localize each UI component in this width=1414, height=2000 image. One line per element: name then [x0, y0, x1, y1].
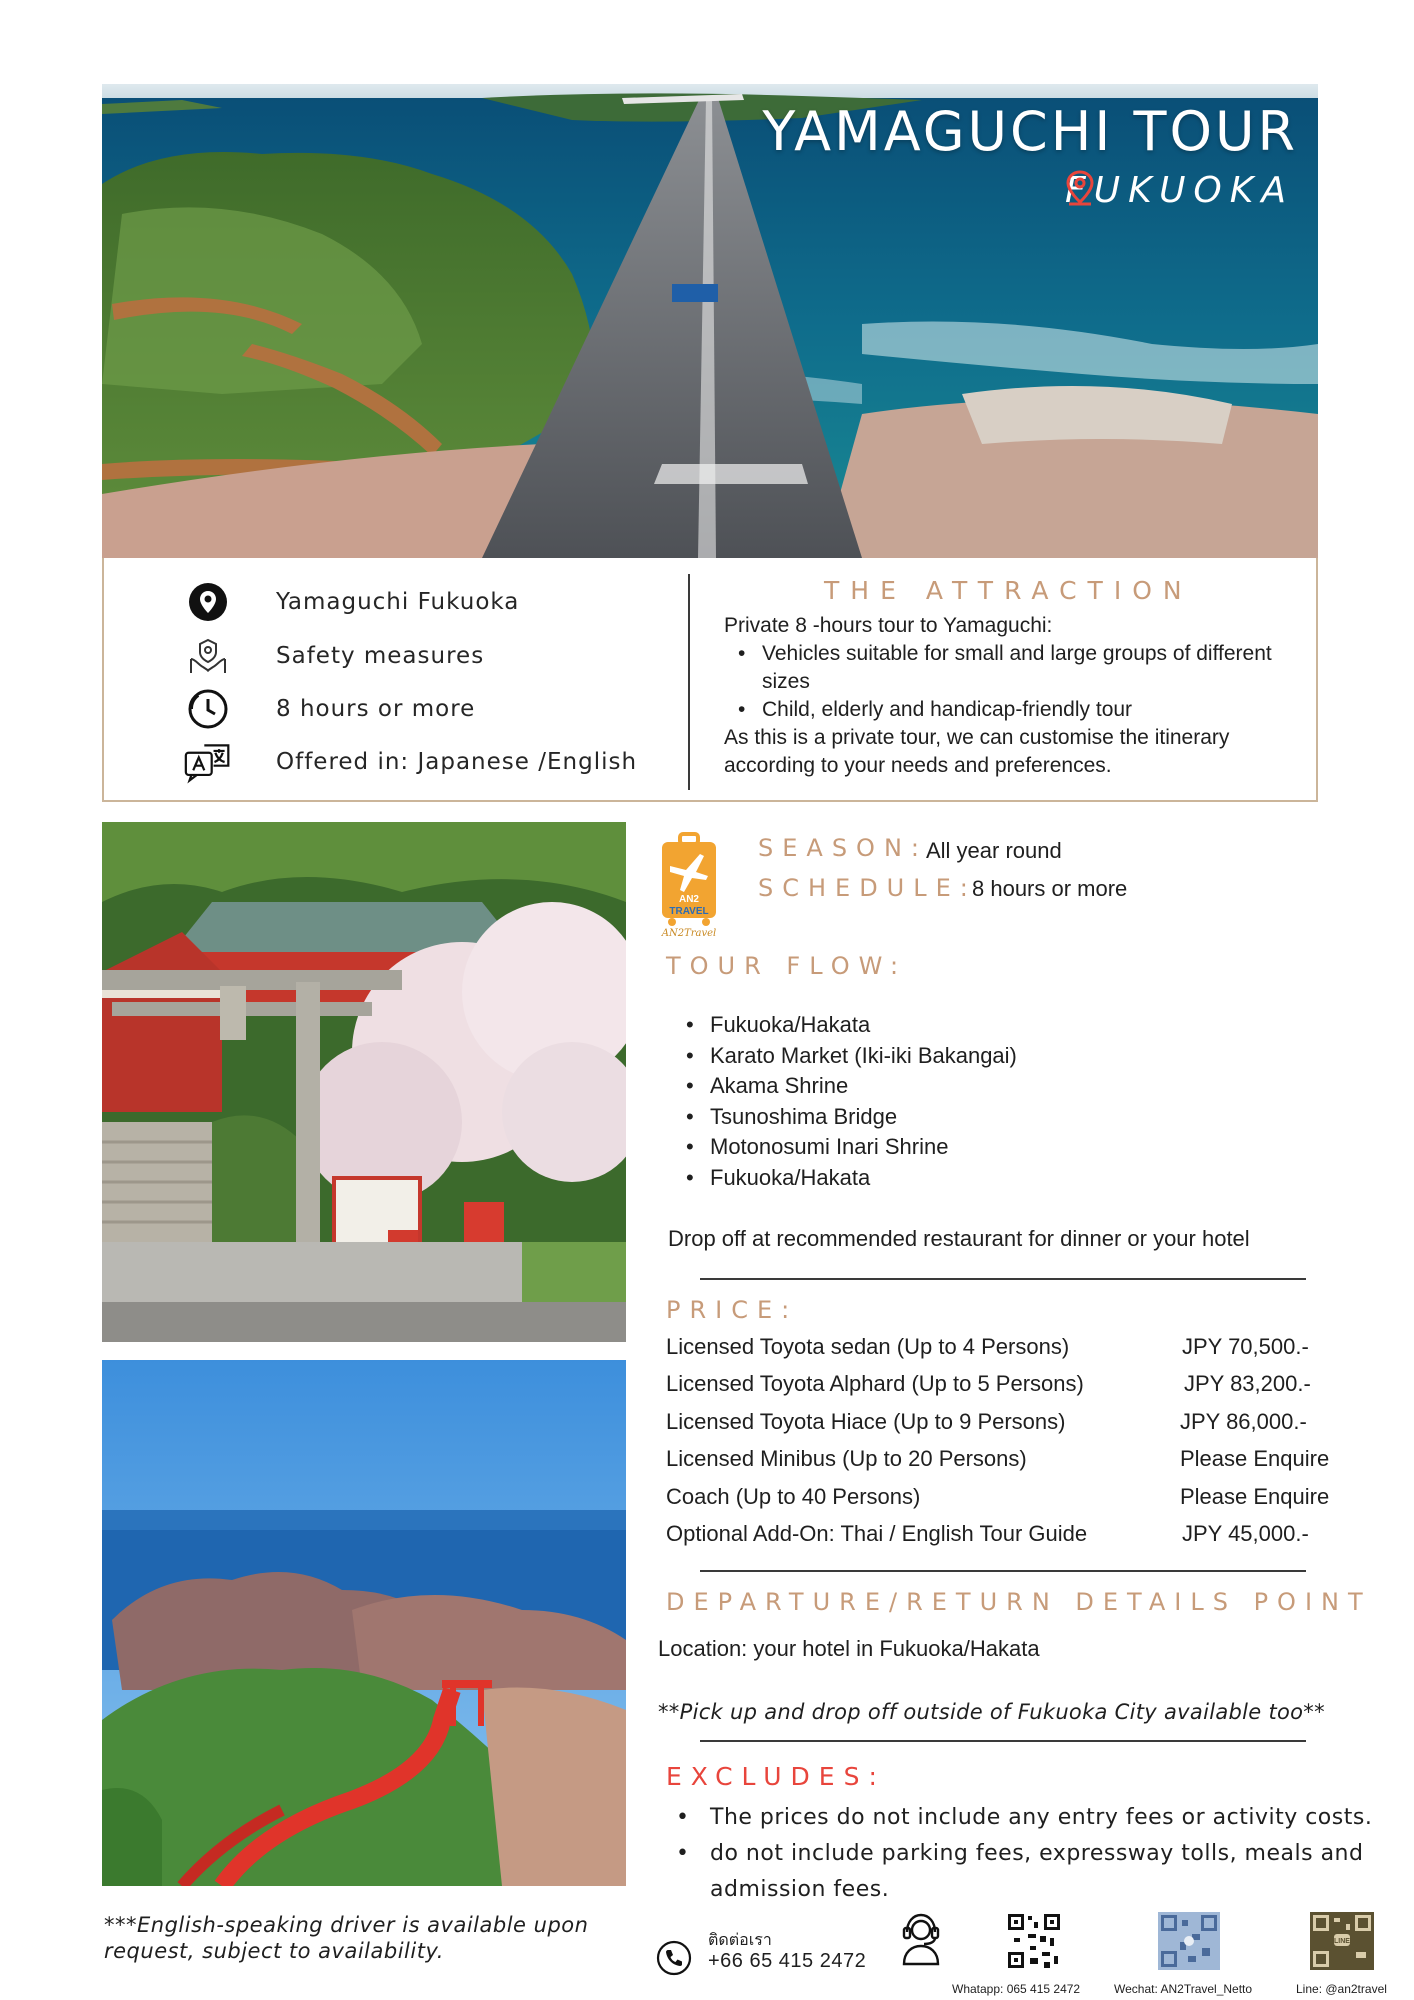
attraction-body: [724, 612, 1304, 780]
price-row: [666, 1446, 1366, 1472]
info-item-label: 8 hours or more: [276, 696, 476, 722]
price-value: JPY 70,500.-: [1182, 1334, 1309, 1359]
info-item-location: [184, 578, 520, 626]
info-item-label: Safety measures: [276, 643, 485, 669]
price-value: JPY 86,000.-: [1180, 1409, 1307, 1434]
logo-line2: TRAVEL: [669, 906, 709, 917]
info-item-label: Offered in: Japanese /English: [276, 749, 638, 775]
price-row: [666, 1409, 1366, 1435]
dropoff-text: Drop off at recommended restaurant for dinner or your hotel: [668, 1226, 1250, 1251]
price-item: Coach (Up to 40 Persons): [666, 1484, 921, 1509]
logo-script: AN2Travel: [661, 928, 717, 939]
excludes-label: EXCLUDES:: [666, 1762, 886, 1791]
attraction-bullets: [724, 640, 1304, 724]
info-item-safety: [184, 632, 485, 680]
hero-image: [102, 84, 1318, 558]
whatsapp-caption: Whatapp: 065 415 2472: [952, 1982, 1081, 1996]
excludes-list: [676, 1800, 1396, 1908]
schedule-value: 8 hours or more: [972, 876, 1128, 901]
wechat-caption: Wechat: AN2Travel_Netto: [1114, 1982, 1253, 1996]
season-label: SEASON:: [758, 834, 928, 862]
motonosumi-shrine-photo: [102, 1360, 626, 1886]
driver-note: ***English-speaking driver is available upon request, subject to availability.: [104, 1913, 589, 1963]
price-item: Licensed Toyota Hiace (Up to 9 Persons): [666, 1409, 1066, 1434]
an2-travel-logo: [656, 832, 722, 942]
list-item: • Child, elderly and handicap-friendly tour: [738, 696, 1304, 724]
schedule-label: SCHEDULE:: [758, 874, 977, 902]
attraction-intro: Private 8 -hours tour to Yamaguchi:: [724, 614, 1053, 637]
list-item: • Karato Market (Iki-iki Bakangai): [686, 1041, 1017, 1072]
info-item-duration: [184, 685, 476, 733]
list-item: • Akama Shrine: [686, 1071, 1017, 1102]
season-value: All year round: [926, 838, 1062, 863]
price-value: Please Enquire: [1180, 1484, 1330, 1509]
list-item: • Vehicles suitable for small and large groups of different sizes: [738, 640, 1304, 696]
contact-phone[interactable]: +66 65 415 2472: [708, 1950, 867, 1972]
hero-subtitle: [1065, 170, 1294, 211]
price-item: Licensed Toyota sedan (Up to 4 Persons): [666, 1334, 1070, 1359]
headset-icon: [898, 1910, 944, 1966]
departure-note: **Pick up and drop off outside of Fukuoka City available too**: [658, 1700, 1325, 1724]
tour-flow-label: TOUR FLOW:: [666, 952, 908, 980]
price-value: Please Enquire: [1180, 1446, 1330, 1471]
akama-shrine-photo: [102, 822, 626, 1342]
wechat-qr-code[interactable]: [1158, 1912, 1220, 1970]
price-item: Licensed Minibus (Up to 20 Persons): [666, 1446, 1027, 1471]
list-item: • Fukuoka/Hakata: [686, 1010, 1017, 1041]
price-value: JPY 45,000.-: [1182, 1521, 1309, 1546]
location-pin-icon: [184, 578, 232, 626]
list-item: • Motonosumi Inari Shrine: [686, 1132, 1017, 1163]
translate-icon: [184, 738, 232, 786]
info-box: [102, 558, 1318, 802]
whatsapp-qr-code[interactable]: [1006, 1912, 1062, 1970]
price-row: [666, 1371, 1366, 1397]
hero-title: YAMAGUCHI TOUR: [762, 100, 1298, 163]
list-item: • do not include parking fees, expressway tolls, meals and admission fees.: [676, 1836, 1396, 1908]
info-item-language: [184, 738, 638, 786]
price-row: [666, 1521, 1366, 1547]
divider: [700, 1570, 1306, 1572]
price-label: PRICE:: [666, 1296, 799, 1324]
phone-icon[interactable]: [656, 1940, 692, 1976]
line-qr-code[interactable]: [1310, 1912, 1374, 1970]
list-item: • Tsunoshima Bridge: [686, 1102, 1017, 1133]
attraction-outro: As this is a private tour, we can customise the itinerary according to your needs and preferences.: [724, 726, 1230, 777]
price-row: [666, 1334, 1366, 1360]
logo-line1: AN2: [678, 894, 700, 905]
info-item-label: Yamaguchi Fukuoka: [276, 589, 520, 615]
list-item: • The prices do not include any entry fees or activity costs.: [676, 1800, 1396, 1836]
line-badge-text: LINE: [1334, 1938, 1350, 1945]
departure-location: Location: your hotel in Fukuoka/Hakata: [658, 1636, 1040, 1661]
tour-flow-list: [686, 1010, 1017, 1193]
list-item: • Fukuoka/Hakata: [686, 1163, 1017, 1194]
divider: [700, 1740, 1306, 1742]
price-item: Optional Add-On: Thai / English Tour Guide: [666, 1521, 1088, 1546]
info-divider: [688, 574, 690, 790]
divider: [700, 1278, 1306, 1280]
price-item: Licensed Toyota Alphard (Up to 5 Persons): [666, 1371, 1084, 1396]
departure-label: DEPARTURE/RETURN DETAILS POINT: [666, 1588, 1372, 1616]
price-value: JPY 83,200.-: [1184, 1371, 1311, 1396]
attraction-title: THE ATTRACTION: [824, 576, 1193, 605]
hero-subtitle-text: FUKUOKA: [1065, 170, 1294, 211]
safety-hands-icon: [184, 632, 232, 680]
price-row: [666, 1484, 1366, 1510]
clock-icon: [184, 685, 232, 733]
line-caption: Line: @an2travel: [1296, 1982, 1387, 1996]
contact-label: ติดต่อเรา: [708, 1930, 772, 1949]
location-pin-icon: [1065, 170, 1095, 206]
